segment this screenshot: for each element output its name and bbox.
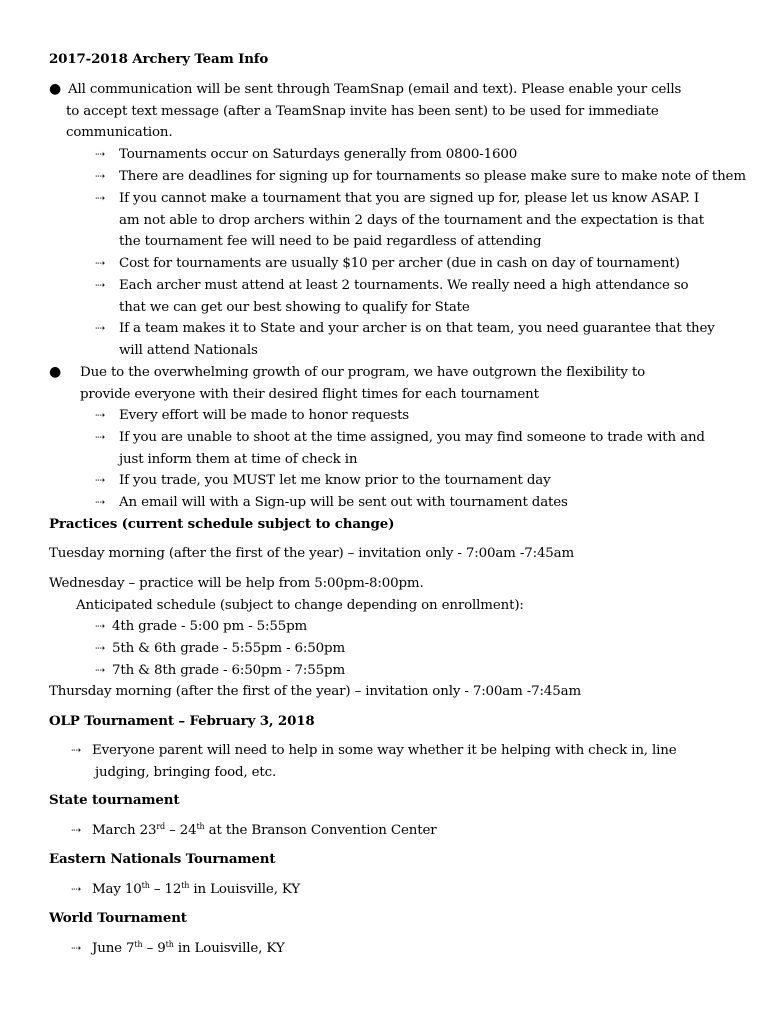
arrow-icon: ⇢: [95, 641, 105, 655]
eastern-date-start: May 10: [92, 882, 142, 897]
eastern-dates: [92, 879, 300, 901]
arrow-icon: ⇢: [95, 495, 105, 509]
grade-schedule-4th: 4th grade - 5:00 pm - 5:55pm: [112, 619, 308, 634]
bullet-flight-times: Due to the overwhelming growth of our program, we have outgrown the flexibility to provide everyone with their desired flight times for each tournament: [80, 365, 646, 402]
olp-heading: OLP Tournament – February 3, 2018: [49, 713, 315, 729]
eastern-date-end: – 12: [149, 882, 182, 897]
bullet-communication: All communication will be sent through TeamSnap (email and text). Please enable your cells to accept text message (after a TeamSnap invite has been sent) to be used for immediate communication.: [66, 82, 682, 141]
eastern-date-start-suffix: th: [141, 881, 150, 890]
eastern-location: in Louisville, KY: [189, 882, 301, 897]
arrow-icon: ⇢: [71, 823, 81, 837]
arrow-icon: ⇢: [71, 743, 81, 757]
state-dates: [92, 820, 437, 842]
sub-bullet-nationals: If a team makes it to State and your archer is on that team, you need guarantee that they will attend Nationals: [119, 321, 715, 358]
arrow-icon: ⇢: [95, 321, 105, 335]
anticipated-schedule: Anticipated schedule (subject to change depending on enrollment):: [76, 598, 524, 613]
world-date-end: – 9: [142, 941, 166, 956]
arrow-icon: ⇢: [71, 941, 81, 955]
practices-heading: Practices (current schedule subject to change): [49, 516, 395, 532]
olp-volunteer-note: [92, 740, 717, 783]
state-location: at the Branson Convention Center: [204, 823, 437, 838]
sub-bullet-cost: Cost for tournaments are usually $10 per archer (due in cash on day of tournament): [119, 256, 680, 271]
arrow-icon: ⇢: [95, 473, 105, 487]
state-heading: State tournament: [49, 792, 180, 808]
sub-bullet-requests: Every effort will be made to honor requests: [119, 408, 410, 423]
arrow-icon: ⇢: [95, 169, 105, 183]
world-dates: [92, 938, 285, 960]
state-date-start-suffix: rd: [156, 822, 165, 831]
arrow-icon: ⇢: [95, 256, 105, 270]
document-title: 2017-2018 Archery Team Info: [49, 51, 269, 67]
eastern-heading: Eastern Nationals Tournament: [49, 851, 276, 867]
grade-schedule-5th-6th: 5th & 6th grade - 5:55pm - 6:50pm: [112, 641, 345, 656]
sub-bullet-trade-notice: If you trade, you MUST let me know prior to the tournament day: [119, 473, 551, 488]
sub-bullet-attendance: Each archer must attend at least 2 tournaments. We really need a high attendance so that we can get our best showing to qualify for State: [119, 278, 689, 315]
sub-bullet-trade: If you are unable to shoot at the time assigned, you may find someone to trade with and just inform them at time of check in: [119, 430, 705, 467]
state-date-end: – 24: [164, 823, 197, 838]
arrow-icon: ⇢: [71, 882, 81, 896]
sub-bullet-cancel-policy: If you cannot make a tournament that you are signed up for, please let us know ASAP. I am not able to drop archers within 2 days of the tournament and the expectation is that the tournament fee will need to be paid regardless of attending: [119, 191, 704, 250]
state-date-end-suffix: th: [196, 822, 205, 831]
sub-bullet-deadlines: There are deadlines for signing up for tournaments so please make sure to make note of them: [119, 169, 746, 184]
arrow-icon: ⇢: [95, 663, 105, 677]
arrow-icon: ⇢: [95, 191, 105, 205]
world-heading: World Tournament: [49, 910, 187, 926]
olp-volunteer-text: Everyone parent will need to help in some way whether it be helping with check in, line judging, bringing food, etc.: [92, 743, 677, 780]
state-date-start: March 23: [92, 823, 157, 838]
bullet-marker: ●: [49, 364, 62, 380]
practice-wednesday: Wednesday – practice will be help from 5:00pm-8:00pm.: [49, 576, 424, 591]
arrow-icon: ⇢: [95, 278, 105, 292]
grade-schedule-7th-8th: 7th & 8th grade - 6:50pm - 7:55pm: [112, 663, 345, 678]
arrow-icon: ⇢: [95, 430, 105, 444]
world-location: in Louisville, KY: [173, 941, 285, 956]
sub-bullet-tournament-times: Tournaments occur on Saturdays generally from 0800-1600: [119, 147, 518, 162]
bullet-marker: ●: [49, 81, 62, 97]
arrow-icon: ⇢: [95, 147, 105, 161]
arrow-icon: ⇢: [95, 408, 105, 422]
world-date-start: June 7: [92, 941, 135, 956]
practice-thursday: Thursday morning (after the first of the year) – invitation only - 7:00am -7:45am: [49, 684, 582, 699]
practice-tuesday: Tuesday morning (after the first of the year) – invitation only - 7:00am -7:45am: [49, 546, 575, 561]
arrow-icon: ⇢: [95, 619, 105, 633]
sub-bullet-signup-email: An email will with a Sign-up will be sent out with tournament dates: [119, 495, 568, 510]
world-date-start-suffix: th: [134, 940, 143, 949]
world-date-end-suffix: th: [165, 940, 174, 949]
eastern-date-end-suffix: th: [181, 881, 190, 890]
